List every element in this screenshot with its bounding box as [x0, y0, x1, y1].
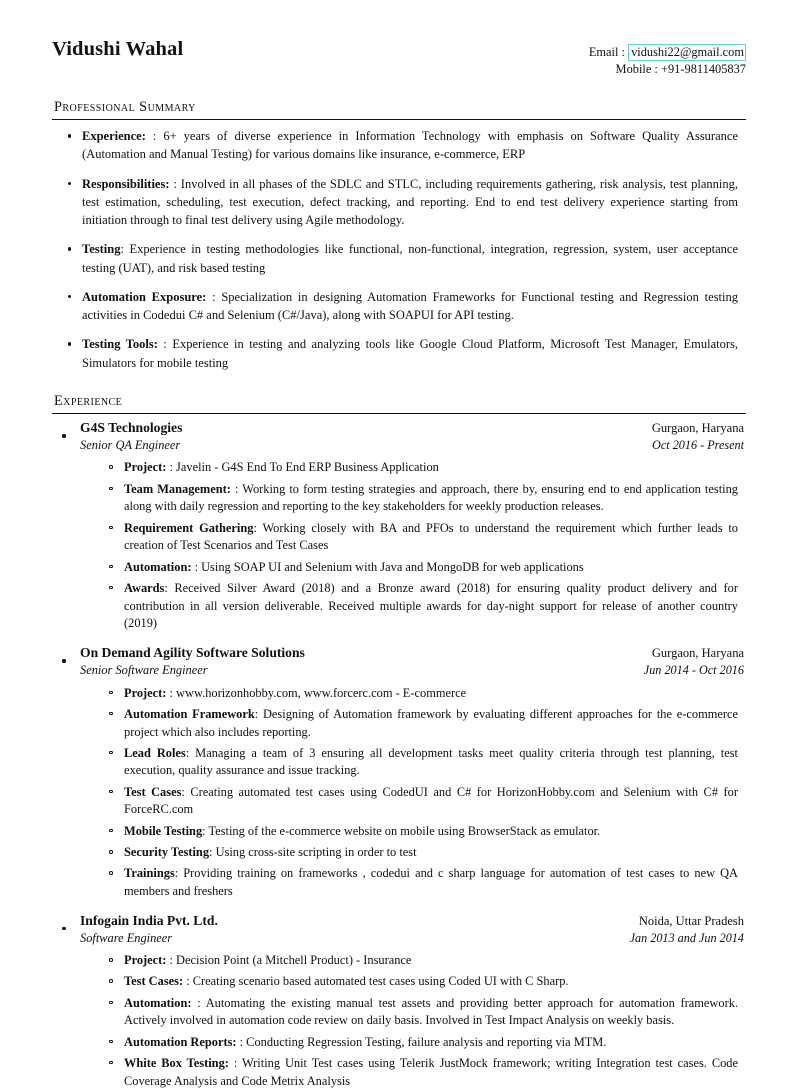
job-detail-item [102, 1034, 746, 1052]
summary-item [52, 175, 746, 230]
job-dates: Jan 2013 and Jun 2014 [629, 930, 744, 945]
mobile-label: Mobile : [615, 62, 658, 77]
bullet-label: Project: [124, 953, 167, 968]
job-detail-item [102, 706, 746, 741]
bullet-label: Automation: [124, 559, 192, 574]
experience-entry-subheader [80, 663, 746, 679]
section-divider [52, 413, 746, 414]
bullet-text: : Using SOAP UI and Selenium with Java and MongoDB for web applications [191, 559, 584, 574]
job-detail-item [102, 865, 746, 900]
experience-entry-subheader [80, 931, 746, 947]
job-title: Software Engineer [80, 930, 173, 945]
bullet-label: Automation Exposure: [82, 289, 207, 304]
job-detail-item [102, 784, 746, 819]
experience-entry-subheader [80, 438, 746, 454]
job-detail-item [102, 952, 746, 970]
company-location: Gurgaon, Haryana [651, 420, 744, 435]
bullet-label: Automation: [124, 995, 192, 1010]
job-title: Senior Software Engineer [80, 663, 208, 678]
job-detail-item [102, 823, 746, 841]
section-title-experience: Experience [54, 392, 123, 409]
job-detail-item [102, 685, 746, 703]
mobile-row [589, 61, 746, 78]
contact-block [589, 38, 746, 78]
job-detail-list [102, 459, 746, 633]
experience-entry [52, 420, 746, 633]
section-professional-summary [52, 99, 746, 372]
bullet-label: Project: [124, 460, 167, 475]
experience-entry-header [80, 420, 746, 437]
email-label: Email : [588, 45, 625, 59]
job-detail-item [102, 520, 746, 555]
summary-item [52, 288, 746, 325]
job-detail-item [102, 580, 746, 633]
summary-item [52, 335, 746, 372]
bullet-text: : Experience in testing methodologies like functional, non-functional, integration, regression, system, user acceptance testing (UAT), and risk based testing [82, 242, 738, 275]
bullet-label: Lead Roles [124, 745, 186, 760]
job-detail-item [102, 973, 746, 991]
bullet-text: : Managing a team of 3 ensuring all development tasks meet quality criteria through test planning, test execution, quality assurance and issue tracking. [124, 745, 739, 778]
resume-header [52, 38, 746, 78]
bullet-label: Responsibilities: [82, 176, 170, 191]
experience-entry-header [80, 645, 746, 662]
bullet-text: : Testing of the e-commerce website on mobile using BrowserStack as emulator. [202, 823, 601, 838]
bullet-text: : www.horizonhobby.com, www.forcerc.com - E-commerce [166, 685, 467, 700]
bullet-text: : Designing of Automation framework by evaluating different approaches for the e-commerce project which also includes reporting. [124, 706, 738, 739]
job-detail-item [102, 844, 746, 862]
job-detail-list [102, 685, 746, 901]
company-name: Infogain India Pvt. Ltd. [80, 912, 218, 928]
job-detail-item [102, 1055, 746, 1090]
bullet-label: Testing Tools: [82, 337, 158, 352]
candidate-name: Vidushi Wahal [52, 38, 184, 60]
bullet-text: : Creating automated test cases using CodedUI and C# for HorizonHobby.com and Selenium with C# for ForceRC.com [124, 784, 738, 817]
bullet-text: : Using cross-site scripting in order to test [209, 844, 417, 859]
job-detail-item [102, 459, 746, 477]
bullet-text: : Automating the existing manual test assets and providing better approach for automation framework. Actively involved in automation code review on daily basis. Involved in Test Impact Analysis on weekly basis. [124, 995, 738, 1028]
job-detail-item [102, 995, 746, 1030]
bullet-text: : Working to form testing strategies and approach, there by, ensuring end to end application testing along with daily regression and reporting to the key stakeholders for weekly production releases. [124, 481, 738, 514]
bullet-text: : Decision Point (a Mitchell Product) - Insurance [166, 953, 412, 968]
bullet-label: Mobile Testing [124, 823, 203, 838]
bullet-label: Requirement Gathering [124, 520, 254, 535]
experience-list [52, 420, 746, 1090]
bullet-label: Awards [124, 580, 165, 595]
bullet-text: : Creating scenario based automated test cases using Coded UI with C Sharp. [183, 974, 569, 989]
bullet-text: : Writing Unit Test cases using Telerik JustMock framework; writing Integration test cases. Code Coverage Analysis and Code Metrix Analysis [124, 1055, 738, 1088]
summary-item [52, 127, 746, 164]
bullet-text: : 6+ years of diverse experience in Information Technology with emphasis on Software Quality Assurance (Automation and Manual Testing) for various domains like insurance, e-commerce, ERP [82, 129, 738, 162]
bullet-label: Security Testing [124, 844, 210, 859]
section-title-professional-summary: Professional Summary [54, 99, 196, 116]
company-location: Noida, Uttar Pradesh [638, 913, 744, 928]
bullet-text: : Javelin - G4S End To End ERP Business Application [166, 460, 439, 475]
experience-entry [52, 645, 746, 901]
bullet-label: Testing [82, 242, 121, 257]
bullet-label: Team Management: [124, 481, 231, 496]
email-row [589, 44, 746, 61]
bullet-text: : Providing training on frameworks , codedui and c sharp language for automation of test cases to new QA members and freshers [124, 866, 738, 898]
bullet-text: : Specialization in designing Automation Frameworks for Functional testing and Regression testing activities in Codedui C# and Selenium (C#/Java), along with SOAPUI for API testing. [82, 289, 738, 323]
bullet-text: : Involved in all phases of the SDLC and STLC, including requirements gathering, risk analysis, test planning, test estimation, scheduling, test execution, defect tracking, and reporting. End to end test delivery experience starting from initiation through to final test delivery using Agile methodology. [82, 176, 738, 228]
job-detail-item [102, 481, 746, 516]
bullet-label: Experience: [82, 129, 146, 144]
bullet-label: Test Cases: [124, 974, 184, 989]
summary-list [52, 127, 746, 372]
email-link[interactable]: vidushi22@gmail.com [628, 44, 746, 61]
experience-entry-header [80, 913, 746, 930]
job-title: Senior QA Engineer [80, 437, 181, 452]
bullet-text: : Working closely with BA and PFOs to understand the requirement which further leads to creation of Test Scenarios and Test Cases [124, 520, 739, 553]
bullet-text: : Experience in testing and analyzing tools like Google Cloud Platform, Microsoft Test Manager, Emulators, Simulators for mobile testing [82, 337, 738, 370]
bullet-text: : Received Silver Award (2018) and a Bronze award (2018) for ensuring quality product delivery and for contribution in all version deliverable. Received multiple awards for day-night support for release of another country (2019) [124, 580, 738, 631]
bullet-label: Automation Reports: [124, 1034, 237, 1049]
job-detail-item [102, 745, 746, 780]
bullet-label: White Box Testing: [124, 1055, 229, 1070]
company-location: Gurgaon, Haryana [651, 646, 744, 661]
bullet-label: Trainings [124, 866, 175, 881]
summary-item [52, 240, 746, 277]
job-dates: Oct 2016 - Present [652, 437, 744, 452]
bullet-label: Project: [124, 685, 167, 700]
job-detail-list [102, 952, 746, 1090]
section-experience [52, 393, 746, 1090]
experience-entry [52, 913, 746, 1090]
bullet-label: Test Cases [124, 784, 182, 799]
job-detail-item [102, 559, 746, 577]
section-divider [52, 119, 746, 120]
mobile-value: +91-9811405837 [661, 62, 746, 77]
job-dates: Jun 2014 - Oct 2016 [643, 663, 744, 678]
company-name: G4S Technologies [80, 419, 183, 435]
company-name: On Demand Agility Software Solutions [80, 645, 305, 661]
bullet-label: Automation Framework [124, 706, 255, 721]
bullet-text: : Conducting Regression Testing, failure analysis and reporting via MTM. [236, 1034, 607, 1049]
